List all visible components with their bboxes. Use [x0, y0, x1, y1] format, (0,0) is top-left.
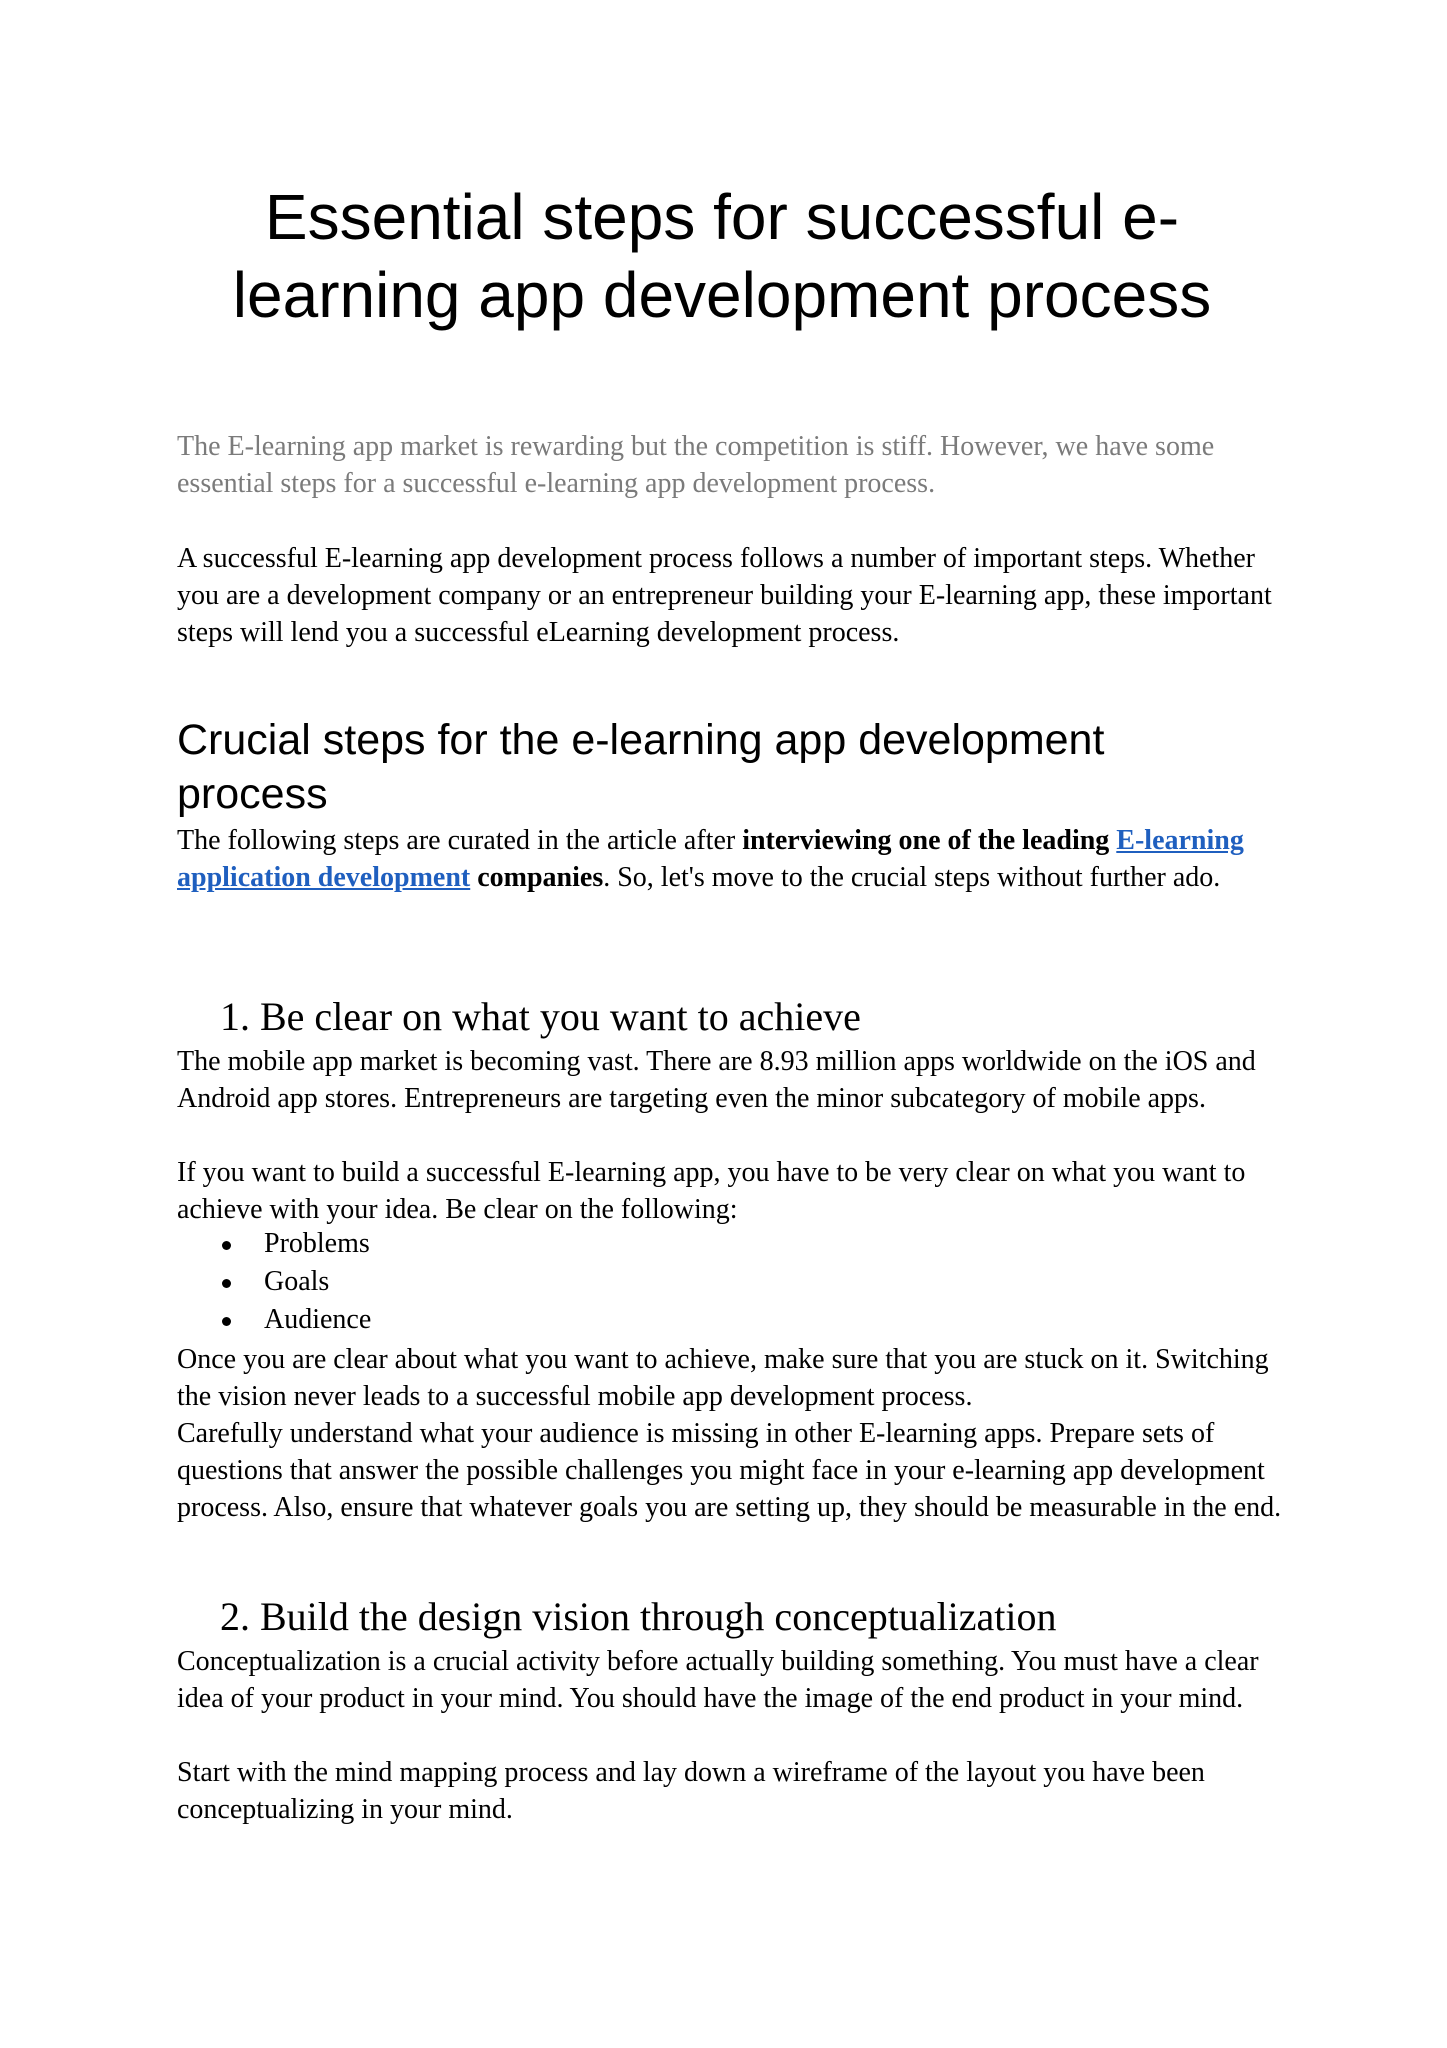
step-1-heading: [220, 993, 1270, 1041]
step-1-paragraph-b: If you want to build a successful E-learning app, you have to be very clear on what you want to achieve with your idea. Be clear on the following:: [177, 1157, 1246, 1225]
bullet-icon: [222, 1279, 231, 1288]
step-1-paragraph-a: The mobile app market is becoming vast. There are 8.93 million apps worldwide on the iOS and Android app stores. Entrepreneurs are targeting even the minor subcategory of mobile apps.: [177, 1046, 1256, 1114]
list-item-text: Goals: [264, 1266, 330, 1297]
step-2-number: 2.: [220, 1594, 250, 1639]
bullet-icon: [222, 1241, 231, 1250]
section-intro-bold-2: companies: [470, 862, 604, 893]
section-intro-bold-1: interviewing one of the leading: [742, 825, 1117, 856]
step-2-paragraph-a: Conceptualization is a crucial activity before actually building something. You must have a clear idea of your product in your mind. You should have the image of the end product in your mind.: [177, 1646, 1259, 1714]
list-item-text: Problems: [264, 1228, 370, 1259]
list-item: [177, 1263, 777, 1301]
step-1-bullet-list: [177, 1225, 777, 1339]
step-1-paragraph-d: Carefully understand what your audience is missing in other E-learning apps. Prepare sets of questions that answer the possible challenges you might face in your e-learning app development process. Also, ensure that whatever goals you are setting up, they should be measurable in the end.: [177, 1418, 1282, 1523]
step-2-paragraph-b: Start with the mind mapping process and lay down a wireframe of the layout you have been conceptualizing in your mind.: [177, 1757, 1205, 1825]
body-paragraph-1: A successful E-learning app development process follows a number of important steps. Whether you are a development company or an entrepreneur building your E-learning app, these important steps will lend you a successful eLearning development process.: [177, 543, 1272, 648]
section-intro-suffix: . So, let's move to the crucial steps without further ado.: [603, 862, 1221, 893]
section-intro-paragraph: [177, 822, 1287, 896]
list-item: [177, 1301, 777, 1339]
e-learning-development-link[interactable]: E-learning application development: [177, 825, 1244, 893]
step-1-title: Be clear on what you want to achieve: [260, 994, 861, 1039]
document-title: Essential steps for successful e-learning app development process: [232, 181, 1212, 331]
step-2-title: Build the design vision through conceptualization: [260, 1594, 1057, 1639]
section-intro-prefix: The following steps are curated in the article after: [177, 825, 743, 856]
list-item: [177, 1225, 777, 1263]
bullet-icon: [222, 1317, 231, 1326]
list-item-text: Audience: [264, 1304, 372, 1335]
intro-paragraph: The E-learning app market is rewarding but the competition is stiff. However, we have some essential steps for a successful e-learning app development process.: [177, 431, 1215, 499]
step-1-paragraph-c: Once you are clear about what you want to achieve, make sure that you are stuck on it. Switching the vision never leads to a successful mobile app development process.: [177, 1344, 1269, 1412]
section-heading: Crucial steps for the e-learning app development process: [177, 716, 1105, 818]
step-1-number: 1.: [220, 994, 250, 1039]
step-2-heading: [220, 1593, 1270, 1641]
